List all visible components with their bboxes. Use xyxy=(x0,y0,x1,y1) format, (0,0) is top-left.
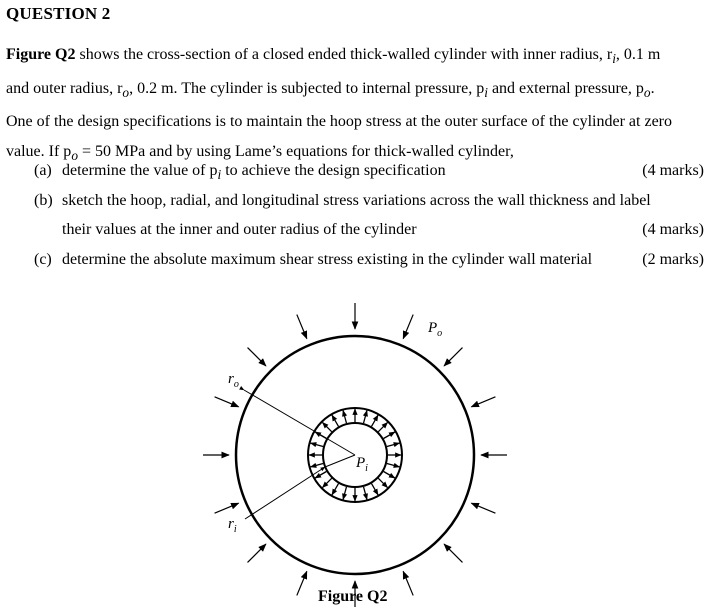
internal-pressure-arrow xyxy=(364,411,367,424)
intro-text-2-mid2: and external pressure, p xyxy=(487,79,644,97)
external-pressure-arrow xyxy=(444,544,462,562)
external-pressure-arrow xyxy=(471,503,495,513)
internal-pressure-arrow xyxy=(332,484,339,495)
figure-caption: Figure Q2 xyxy=(318,588,388,605)
sub-o-2: o xyxy=(643,84,651,100)
part-b-label: (b) xyxy=(34,192,53,209)
intro-text-4a: value. If p xyxy=(6,142,72,160)
internal-pressure-arrow xyxy=(311,443,324,446)
external-pressure-arrow xyxy=(403,315,413,339)
part-c-text: determine the absolute maximum shear stress existing in the cylinder wall material xyxy=(62,251,593,268)
part-b-marks: (4 marks) xyxy=(642,221,704,238)
internal-pressure-arrow xyxy=(372,415,379,426)
internal-pressure-arrow xyxy=(384,472,395,479)
question-heading: QUESTION 2 xyxy=(6,4,111,23)
part-c-marks: (2 marks) xyxy=(642,251,704,268)
internal-pressure-arrow xyxy=(322,478,331,487)
external-pressure-arrow xyxy=(297,315,307,339)
internal-pressure-arrow xyxy=(343,487,346,500)
sub-i-2: i xyxy=(484,84,488,100)
sub-o: o xyxy=(122,84,130,100)
part-a-marks: (4 marks) xyxy=(642,162,704,179)
internal-pressure-arrow xyxy=(387,464,400,467)
external-pressure-arrow xyxy=(215,503,239,513)
inner-radius-line-center xyxy=(325,455,355,467)
internal-pressure-arrow xyxy=(332,415,339,426)
internal-pressure-arrow xyxy=(311,464,324,467)
part-a-text-b: to achieve the design specification xyxy=(221,162,446,179)
internal-pressure-arrow xyxy=(364,487,367,500)
outer-radius-label: $r_o$ xyxy=(228,371,239,390)
part-a-sub: i xyxy=(217,167,222,183)
internal-pressure-arrow xyxy=(384,432,395,439)
intro-line-3: One of the design specifications is to maintain the hoop stress at the outer surface of the cylinder at zero xyxy=(6,113,673,131)
internal-pressure-arrow xyxy=(378,422,387,431)
internal-pressure-arrow xyxy=(387,443,400,446)
part-b-text-continued: their values at the inner and outer radius of the cylinder xyxy=(62,221,417,238)
part-a-label: (a) xyxy=(34,162,52,179)
sub-i: i xyxy=(612,51,616,67)
inner-radius-line xyxy=(245,467,325,519)
outer-radius-line xyxy=(244,390,355,455)
external-pressure-arrow xyxy=(297,571,307,595)
inner-radius-label: $r_i$ xyxy=(228,516,237,535)
intro-text-4b: = 50 MPa and by using Lame’s equations for thick-walled cylinder, xyxy=(77,142,514,160)
external-pressure-arrow xyxy=(403,571,413,595)
external-pressure-arrow xyxy=(248,544,266,562)
intro-text-2: and outer radius, r xyxy=(6,79,123,97)
intro-text-1-end: , 0.1 m xyxy=(615,46,661,63)
part-a-text-a: determine the value of p xyxy=(62,162,218,179)
internal-pressure-arrow xyxy=(372,484,379,495)
external-pressure-arrow xyxy=(471,397,495,407)
intro-text-1: shows the cross-section of a closed ended thick-walled cylinder with inner radius, r xyxy=(75,46,613,63)
part-c-label: (c) xyxy=(34,251,52,268)
part-b-text: sketch the hoop, radial, and longitudinal stress variations across the wall thickness and label xyxy=(62,192,651,209)
external-pressure-arrow xyxy=(248,348,266,366)
intro-text-2-end: . xyxy=(650,79,655,97)
external-pressure-label: $P_o$ xyxy=(428,320,443,339)
internal-pressure-arrow xyxy=(343,411,346,424)
figure-reference: Figure Q2 xyxy=(6,46,76,63)
internal-pressure-arrow xyxy=(378,478,387,487)
internal-pressure-arrow xyxy=(322,422,331,431)
internal-pressure-label: $P_i$ xyxy=(356,455,368,474)
intro-text-2-mid: , 0.2 m. The cylinder is subjected to internal pressure, p xyxy=(129,79,485,97)
sub-o-3: o xyxy=(71,148,78,164)
external-pressure-arrow xyxy=(444,348,462,366)
external-pressure-arrow xyxy=(215,397,239,407)
